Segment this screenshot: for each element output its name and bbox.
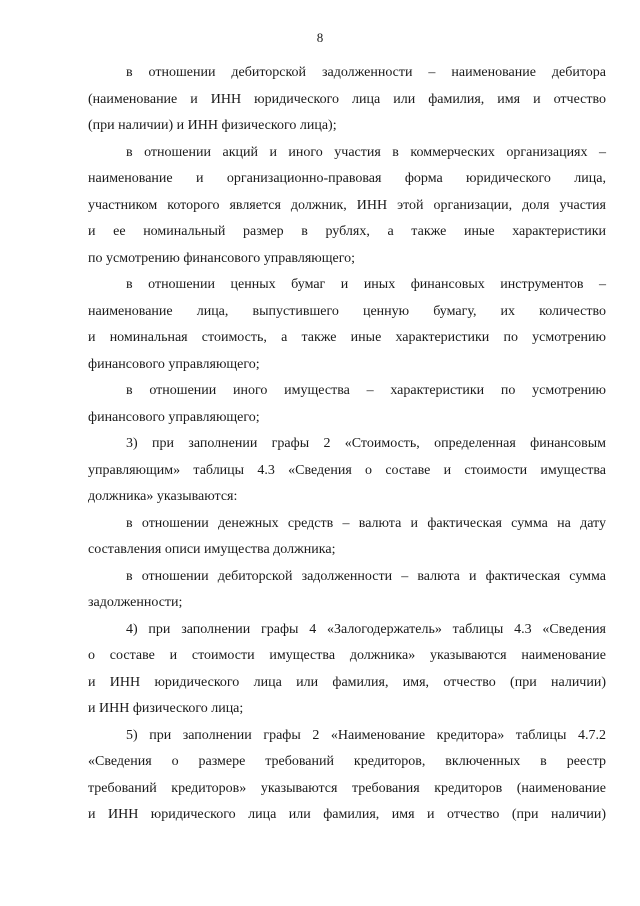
paragraph-line: о составе и стоимости имущества должника» указываются наименование <box>88 648 606 663</box>
paragraph <box>88 60 606 140</box>
paragraph-line: в отношении денежных средств – валюта и фактическая сумма на дату <box>126 515 606 531</box>
paragraph <box>88 378 606 431</box>
paragraph-line: и номинальная стоимость, а также иные характеристики по усмотрению <box>88 330 606 345</box>
paragraph-line: финансового управляющего; <box>88 356 260 372</box>
paragraph <box>88 617 606 723</box>
paragraph-line: и ИНН юридического лица или фамилия, имя, отчество (при наличии) <box>88 674 606 690</box>
paragraph <box>88 511 606 564</box>
paragraph-line: по усмотрению финансового управляющего; <box>88 250 356 266</box>
paragraph-line: в отношении дебиторской задолженности – валюта и фактическая сумма <box>126 568 606 584</box>
paragraph-line: управляющим» таблицы 4.3 «Сведения о составе и стоимости имущества <box>88 462 606 478</box>
paragraph-line: 3) при заполнении графы 2 «Стоимость, определенная финансовым <box>126 436 606 451</box>
paragraph-line: (наименование и ИНН юридического лица или фамилия, имя и отчество <box>88 91 606 107</box>
paragraph-line: требований кредиторов» указываются требования кредиторов (наименование <box>88 780 606 796</box>
paragraph-line: 5) при заполнении графы 2 «Наименование кредитора» таблицы 4.7.2 <box>126 727 606 743</box>
paragraph-line: составления описи имущества должника; <box>88 542 336 557</box>
paragraph-line: в отношении дебиторской задолженности – наименование дебитора <box>126 65 606 80</box>
page-number: 8 <box>316 30 324 45</box>
paragraph-line: и ИНН физического лица; <box>88 701 244 716</box>
paragraph-line: в отношении акций и иного участия в коммерческих организациях – <box>126 144 606 160</box>
paragraph <box>88 140 606 273</box>
paragraph-line: и ИНН юридического лица или фамилия, имя и отчество (при наличии) <box>88 807 606 822</box>
paragraph-line: и ее номинальный размер в рублях, а также иные характеристики <box>88 224 606 239</box>
paragraph-line: участником которого является должник, ИНН этой организации, доля участия <box>88 197 606 213</box>
paragraph <box>88 564 606 617</box>
paragraph <box>88 431 606 511</box>
paragraph-line: 4) при заполнении графы 4 «Залогодержатель» таблицы 4.3 «Сведения <box>126 621 606 637</box>
paragraph-line: наименование и организационно-правовая форма юридического лица, <box>88 171 606 186</box>
paragraph-line: финансового управляющего; <box>88 409 260 425</box>
paragraph <box>88 272 606 378</box>
paragraph-line: (при наличии) и ИНН физического лица); <box>88 118 337 133</box>
paragraph-line: «Сведения о размере требований кредиторов, включенных в реестр <box>88 754 606 769</box>
paragraph-line: должника» указываются: <box>88 489 238 504</box>
paragraph-line: наименование лица, выпустившего ценную бумагу, их количество <box>88 303 606 319</box>
paragraph-line: в отношении ценных бумаг и иных финансовых инструментов – <box>126 277 606 292</box>
paragraph-line: в отношении иного имущества – характеристики по усмотрению <box>126 383 606 398</box>
paragraph <box>88 723 606 829</box>
paragraph-line: задолженности; <box>88 595 183 610</box>
document-body <box>88 60 606 829</box>
